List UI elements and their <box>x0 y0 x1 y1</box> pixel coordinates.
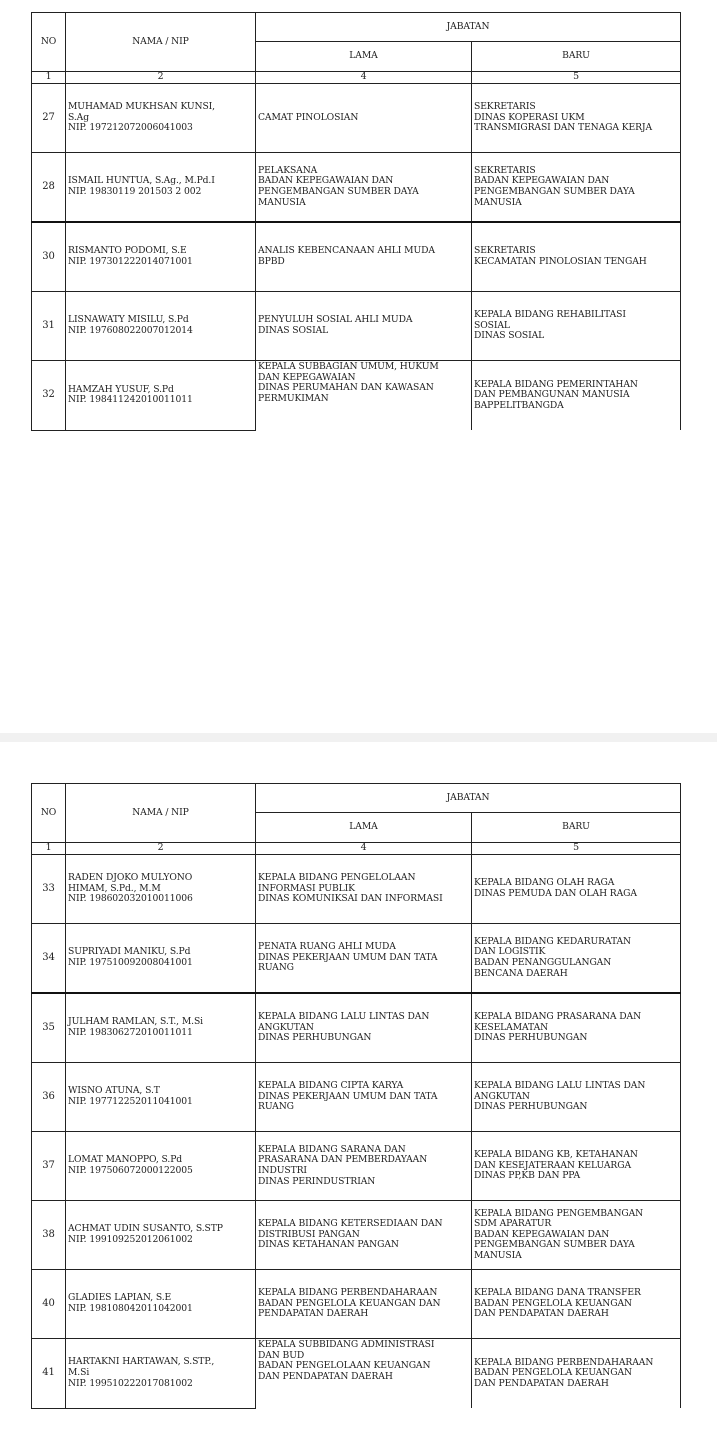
table-row <box>32 993 681 1063</box>
employee-name-nip-line: NIP. 199510222017081002 <box>68 1377 193 1389</box>
old-position <box>256 993 472 1063</box>
table-row <box>32 855 681 924</box>
header-lama: LAMA <box>256 813 472 843</box>
new-position-line: SDM APARATUR <box>474 1218 552 1230</box>
old-position-line: PERMUKIMAN <box>258 392 329 404</box>
row-number: 31 <box>32 292 66 361</box>
new-position-line: PENGEMBANGAN SUMBER DAYA <box>474 186 635 197</box>
col-number: 4 <box>256 72 472 84</box>
table-row <box>32 924 681 994</box>
employee-name-nip-line: NIP. 197506072000122005 <box>68 1165 193 1176</box>
employee-name-nip <box>66 153 256 223</box>
employee-name-nip <box>66 1132 256 1201</box>
new-position-line: DAN PENDAPATAN DAERAH <box>474 1377 609 1389</box>
employee-name-nip-line: LISNAWATY MISILU, S.Pd <box>68 314 189 326</box>
new-position-line: TRANSMIGRASI DAN TENAGA KERJA <box>474 122 653 134</box>
header-jabatan: JABATAN <box>256 784 681 813</box>
old-position-line: PRASARANA DAN PEMBERDAYAAN <box>258 1154 428 1166</box>
employee-name-nip <box>66 292 256 361</box>
employee-name-nip <box>66 855 256 924</box>
old-position <box>256 153 472 223</box>
old-position-line: DINAS PEKERJAAN UMUM DAN TATA <box>258 1090 438 1102</box>
row-number: 32 <box>32 361 66 431</box>
old-position-line: INDUSTRI <box>258 1165 307 1176</box>
old-position-line: CAMAT PINOLOSIAN <box>258 111 359 123</box>
row-number: 40 <box>32 1270 66 1339</box>
row-number: 33 <box>32 855 66 924</box>
employee-name-nip-line: JULHAM RAMLAN, S.T., M.Si <box>68 1016 203 1028</box>
table-row <box>32 1270 681 1339</box>
old-position-line: PENYULUH SOSIAL AHLI MUDA <box>258 314 413 326</box>
old-position <box>256 84 472 153</box>
employee-name-nip-line: NIP. 198602032010011006 <box>68 893 193 905</box>
employee-name-nip-line: NIP. 19830119 201503 2 002 <box>68 186 202 197</box>
old-position-line: KEPALA SUBBAGIAN UMUM, HUKUM <box>258 361 439 372</box>
employee-name-nip <box>66 222 256 292</box>
employee-name-nip <box>66 993 256 1063</box>
old-position <box>256 361 472 431</box>
new-position-line: KEPALA BIDANG KB, KETAHANAN <box>474 1149 638 1161</box>
employee-name-nip-line: HARTAKNI HARTAWAN, S.STP., <box>68 1356 215 1368</box>
new-position <box>472 1132 681 1201</box>
employee-name-nip-line: NIP. 197212072006041003 <box>68 122 193 134</box>
employee-name-nip-line: ISMAIL HUNTUA, S.Ag., M.Pd.I <box>68 175 215 187</box>
new-position-line: BAPPELITBANGDA <box>474 399 564 411</box>
old-position-line: DINAS PERINDUSTRIAN <box>258 1175 376 1187</box>
old-position-line: KEPALA BIDANG SARANA DAN <box>258 1143 406 1155</box>
new-position-line: KEPALA BIDANG DANA TRANSFER <box>474 1287 641 1299</box>
employee-name-nip-line: NIP. 198108042011042001 <box>68 1303 193 1314</box>
row-number: 30 <box>32 222 66 292</box>
employee-name-nip <box>66 1063 256 1132</box>
old-position-line: DAN KEPEGAWAIAN <box>258 371 356 383</box>
old-position <box>256 1063 472 1132</box>
new-position-line: KEPALA BIDANG OLAH RAGA <box>474 877 615 889</box>
employee-name-nip-line: RADEN DJOKO MULYONO <box>68 872 193 884</box>
employee-name-nip-line: NIP. 199109252012061002 <box>68 1234 193 1245</box>
old-position <box>256 1132 472 1201</box>
new-position-line: BADAN PENANGGULANGAN <box>474 957 612 968</box>
old-position-line: DINAS KOMUNIKSAI DAN INFORMASI <box>258 893 443 905</box>
old-position-line: RUANG <box>258 962 294 974</box>
table-row <box>32 361 681 431</box>
row-number: 36 <box>32 1063 66 1132</box>
mutation-table-page-1 <box>31 12 681 431</box>
old-position-line: ANGKUTAN <box>258 1021 314 1033</box>
new-position <box>472 361 681 431</box>
table-row <box>32 153 681 223</box>
old-position-line: ANALIS KEBENCANAAN AHLI MUDA <box>258 245 435 257</box>
old-position-line: KEPALA SUBBIDANG ADMINISTRASI <box>258 1339 435 1350</box>
table-row <box>32 292 681 361</box>
employee-name-nip-line: SUPRIYADI MANIKU, S.Pd <box>68 946 191 958</box>
row-number: 38 <box>32 1201 66 1270</box>
old-position-line: KEPALA BIDANG PERBENDAHARAAN <box>258 1287 438 1299</box>
old-position-line: KEPALA BIDANG CIPTA KARYA <box>258 1080 404 1092</box>
new-position-line: BADAN KEPEGAWAIAN DAN <box>474 1228 610 1240</box>
old-position-line: KEPALA BIDANG LALU LINTAS DAN <box>258 1011 430 1023</box>
employee-name-nip-line: NIP. 197301222014071001 <box>68 256 193 267</box>
employee-name-nip <box>66 1339 256 1409</box>
old-position-line: MANUSIA <box>258 196 306 208</box>
header-baru: BARU <box>472 813 681 843</box>
new-position-line: DAN PEMBANGUNAN MANUSIA <box>474 389 630 401</box>
col-number: 1 <box>32 843 66 855</box>
old-position-line: DINAS SOSIAL <box>258 325 329 336</box>
mutation-table-page-2 <box>31 783 681 1409</box>
employee-name-nip-line: NIP. 198411242010011011 <box>68 394 193 406</box>
header-nama-nip: NAMA / NIP <box>66 784 256 843</box>
col-number: 5 <box>472 843 681 855</box>
old-position-line: PENATA RUANG AHLI MUDA <box>258 941 396 953</box>
col-number: 2 <box>66 72 256 84</box>
new-position-line: BADAN KEPEGAWAIAN DAN <box>474 175 610 187</box>
employee-name-nip-line: HIMAM, S.Pd., M.M <box>68 882 161 894</box>
col-number: 2 <box>66 843 256 855</box>
new-position-line: MANUSIA <box>474 196 522 208</box>
new-position-line: KESELAMATAN <box>474 1021 549 1033</box>
table-row <box>32 1063 681 1132</box>
new-position-line: KECAMATAN PINOLOSIAN TENGAH <box>474 256 647 267</box>
new-position-line: BENCANA DAERAH <box>474 967 568 979</box>
employee-name-nip-line: NIP. 197510092008041001 <box>68 957 193 968</box>
new-position <box>472 153 681 223</box>
row-number: 28 <box>32 153 66 223</box>
new-position <box>472 855 681 924</box>
old-position-line: INFORMASI PUBLIK <box>258 882 355 894</box>
old-position-line: DAN PENDAPATAN DAERAH <box>258 1370 393 1382</box>
new-position <box>472 993 681 1063</box>
old-position-line: PELAKSANA <box>258 164 318 176</box>
old-position <box>256 855 472 924</box>
new-position-line: KEPALA BIDANG PEMERINTAHAN <box>474 378 638 390</box>
new-position <box>472 1339 681 1409</box>
document-page-2 <box>0 742 717 1440</box>
header-baru: BARU <box>472 42 681 72</box>
employee-name-nip-line: M.Si <box>68 1366 90 1378</box>
new-position <box>472 84 681 153</box>
old-position <box>256 924 472 994</box>
col-number: 4 <box>256 843 472 855</box>
old-position-line: RUANG <box>258 1101 294 1113</box>
employee-name-nip-line: S.Ag <box>68 111 90 123</box>
employee-name-nip-line: HAMZAH YUSUF, S.Pd <box>68 383 174 395</box>
new-position <box>472 292 681 361</box>
new-position-line: PENGEMBANGAN SUMBER DAYA <box>474 1239 635 1251</box>
header-nama-nip: NAMA / NIP <box>66 13 256 72</box>
old-position-line: BADAN KEPEGAWAIAN DAN <box>258 175 394 187</box>
old-position <box>256 1339 472 1409</box>
employee-name-nip <box>66 84 256 153</box>
new-position-line: DINAS PERHUBUNGAN <box>474 1032 588 1044</box>
old-position-line: BADAN PENGELOLAAN KEUANGAN <box>258 1360 431 1372</box>
employee-name-nip-line: NIP. 197712252011041001 <box>68 1096 193 1107</box>
new-position-line: SEKRETARIS <box>474 164 536 176</box>
employee-name-nip-line: GLADIES LAPIAN, S.E <box>68 1292 172 1304</box>
new-position-line: SEKRETARIS <box>474 245 536 257</box>
old-position <box>256 222 472 292</box>
old-position-line: KEPALA BIDANG PENGELOLAAN <box>258 872 416 884</box>
employee-name-nip <box>66 924 256 994</box>
header-no: NO <box>32 784 66 843</box>
new-position <box>472 1270 681 1339</box>
new-position-line: BADAN PENGELOLA KEUANGAN <box>474 1367 632 1379</box>
new-position-line: KEPALA BIDANG PRASARANA DAN <box>474 1011 642 1023</box>
employee-name-nip-line: RISMANTO PODOMI, S.E <box>68 245 187 257</box>
row-number: 27 <box>32 84 66 153</box>
col-number: 1 <box>32 72 66 84</box>
old-position-line: DINAS PERHUBUNGAN <box>258 1032 372 1044</box>
employee-name-nip-line: WISNO ATUNA, S.T <box>68 1085 160 1097</box>
new-position-line: KEPALA BIDANG REHABILITASI <box>474 309 626 321</box>
employee-name-nip-line: MUHAMAD MUKHSAN KUNSI, <box>68 101 216 113</box>
page-separator <box>0 733 717 742</box>
new-position <box>472 1201 681 1270</box>
table-row <box>32 222 681 292</box>
new-position-line: DAN LOGISTIK <box>474 946 546 958</box>
employee-name-nip-line: ACHMAT UDIN SUSANTO, S.STP <box>68 1223 223 1235</box>
old-position-line: BPBD <box>258 256 285 267</box>
new-position-line: KEPALA BIDANG KEDARURATAN <box>474 935 631 947</box>
new-position-line: SOSIAL <box>474 319 510 331</box>
new-position-line: DAN KESEJATERAAN KELUARGA <box>474 1159 631 1171</box>
new-position-line: DINAS PERHUBUNGAN <box>474 1101 588 1113</box>
old-position-line: PENDAPATAN DAERAH <box>258 1308 369 1320</box>
new-position-line: DINAS PEMUDA DAN OLAH RAGA <box>474 888 637 899</box>
row-number: 34 <box>32 924 66 994</box>
old-position-line: PENGEMBANGAN SUMBER DAYA <box>258 186 419 197</box>
new-position-line: DINAS SOSIAL <box>474 330 545 342</box>
header-jabatan: JABATAN <box>256 13 681 42</box>
table-row <box>32 1201 681 1270</box>
new-position-line: DINAS PP,KB DAN PPA <box>474 1170 581 1182</box>
table-body <box>32 855 681 1409</box>
old-position-line: KEPALA BIDANG KETERSEDIAAN DAN <box>258 1218 443 1230</box>
new-position-line: BADAN PENGELOLA KEUANGAN <box>474 1297 632 1309</box>
new-position-line: ANGKUTAN <box>474 1090 530 1102</box>
old-position-line: DINAS KETAHANAN PANGAN <box>258 1239 399 1251</box>
new-position-line: DINAS KOPERASI UKM <box>474 111 585 123</box>
employee-name-nip <box>66 1201 256 1270</box>
new-position-line: KEPALA BIDANG PENGEMBANGAN <box>474 1207 644 1219</box>
new-position <box>472 924 681 994</box>
new-position-line: MANUSIA <box>474 1249 522 1261</box>
table-row <box>32 84 681 153</box>
new-position-line: KEPALA BIDANG LALU LINTAS DAN <box>474 1080 646 1092</box>
table-row <box>32 1132 681 1201</box>
employee-name-nip-line: NIP. 197608022007012014 <box>68 325 193 336</box>
old-position-line: DAN BUD <box>258 1349 305 1361</box>
col-number: 5 <box>472 72 681 84</box>
new-position-line: DAN PENDAPATAN DAERAH <box>474 1308 609 1320</box>
table-row <box>32 1339 681 1409</box>
employee-name-nip <box>66 1270 256 1339</box>
old-position-line: DINAS PEKERJAAN UMUM DAN TATA <box>258 951 438 963</box>
new-position <box>472 1063 681 1132</box>
header-lama: LAMA <box>256 42 472 72</box>
employee-name-nip-line: NIP. 198306272010011011 <box>68 1027 193 1038</box>
row-number: 41 <box>32 1339 66 1409</box>
header-no: NO <box>32 13 66 72</box>
new-position <box>472 222 681 292</box>
old-position <box>256 292 472 361</box>
old-position <box>256 1201 472 1270</box>
new-position-line: KEPALA BIDANG PERBENDAHARAAN <box>474 1356 654 1368</box>
new-position-line: SEKRETARIS <box>474 101 536 113</box>
old-position-line: BADAN PENGELOLA KEUANGAN DAN <box>258 1297 441 1309</box>
old-position-line: DINAS PERUMAHAN DAN KAWASAN <box>258 382 434 394</box>
row-number: 37 <box>32 1132 66 1201</box>
row-number: 35 <box>32 993 66 1063</box>
table-body <box>32 84 681 431</box>
employee-name-nip-line: LOMAT MANOPPO, S.Pd <box>68 1154 183 1166</box>
employee-name-nip <box>66 361 256 431</box>
old-position <box>256 1270 472 1339</box>
old-position-line: DISTRIBUSI PANGAN <box>258 1228 360 1240</box>
